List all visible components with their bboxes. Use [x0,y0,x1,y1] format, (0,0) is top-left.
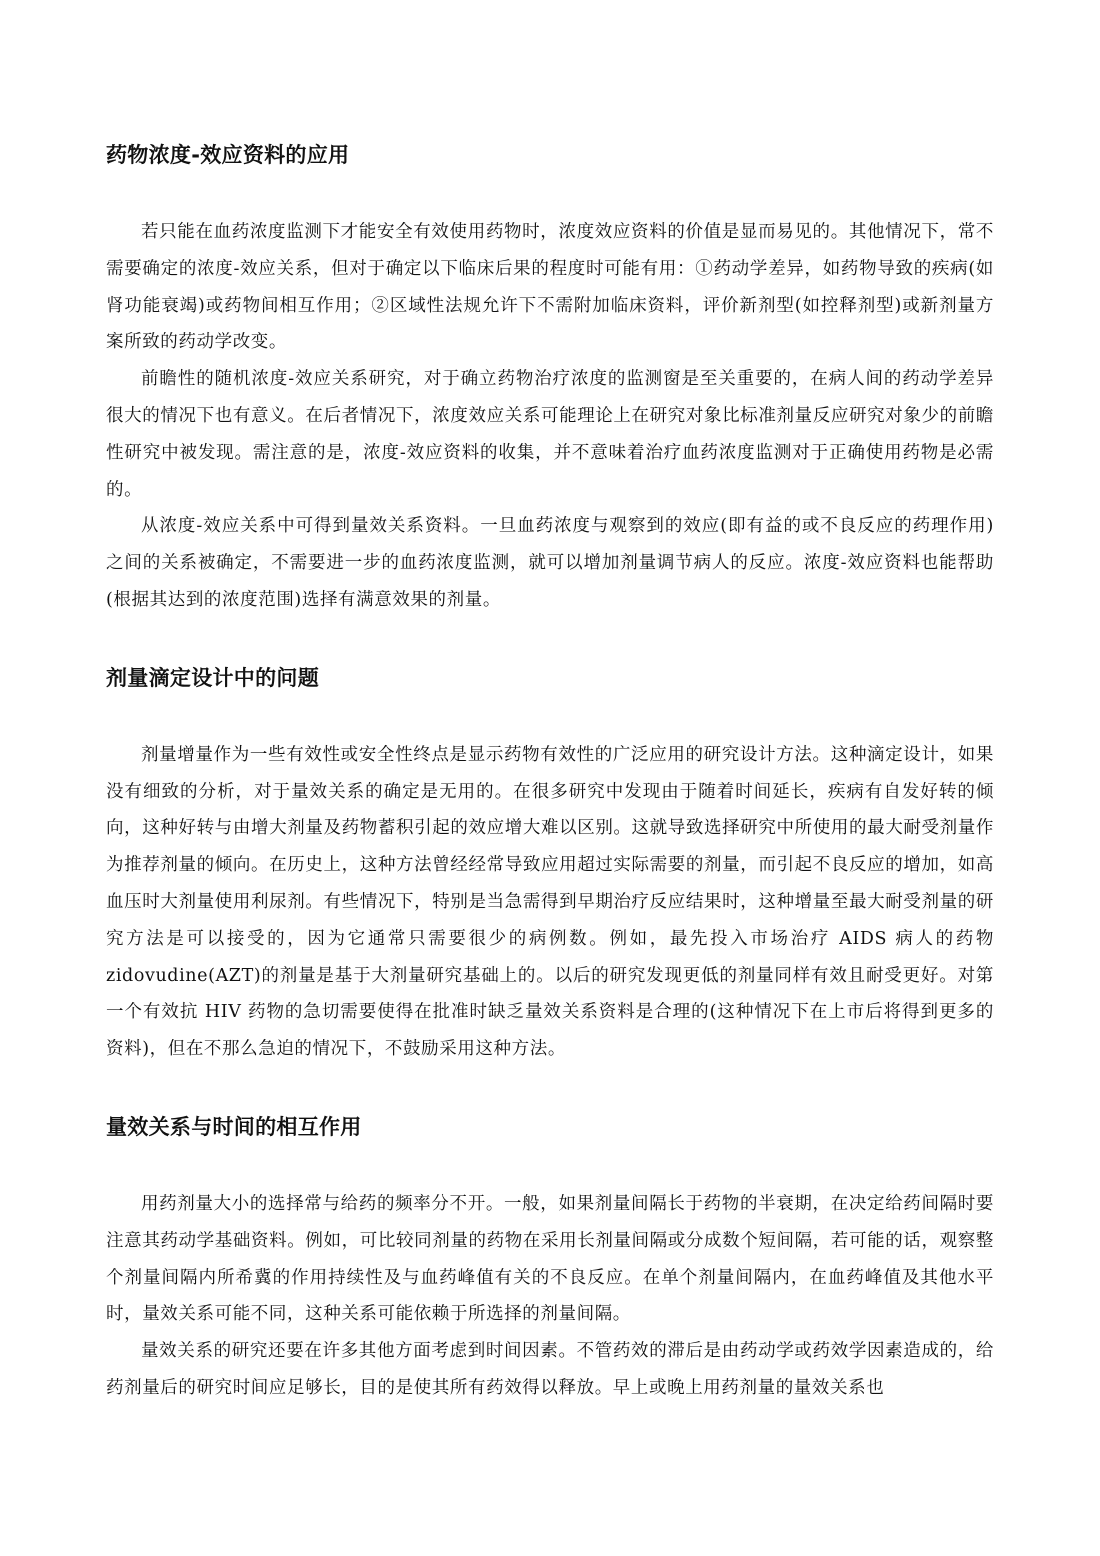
section-heading: 量效关系与时间的相互作用 [106,1114,362,1139]
paragraph: 量效关系的研究还要在许多其他方面考虑到时间因素。不管药效的滞后是由药动学或药效学因素造成的，给药剂量后的研究时间应足够长，目的是使其所有药效得以释放。早上或晚上用药剂量的量效关系也 [106,1341,994,1398]
section-heading: 剂量滴定设计中的问题 [106,665,319,690]
paragraph: 从浓度-效应关系中可得到量效关系资料。一旦血药浓度与观察到的效应(即有益的或不良反应的药理作用)之间的关系被确定，不需要进一步的血药浓度监测，就可以增加剂量调节病人的反应。浓度-效应资料也能帮助(根据其达到的浓度范围)选择有满意效果的剂量。 [106,516,994,610]
paragraph: 若只能在血药浓度监测下才能安全有效使用药物时，浓度效应资料的价值是显而易见的。其他情况下，常不需要确定的浓度-效应关系，但对于确定以下临床后果的程度时可能有用：①药动学差异，如药物导致的疾病(如肾功能衰竭)或药物间相互作用；②区域性法规允许下不需附加临床资料，评价新剂型(如控释剂型)或新剂量方案所致的药动学改变。 [106,222,994,353]
paragraph: 用药剂量大小的选择常与给药的频率分不开。一般，如果剂量间隔长于药物的半衰期，在决定给药间隔时要注意其药动学基础资料。例如，可比较同剂量的药物在采用长剂量间隔或分成数个短间隔，若可能的话，观察整个剂量间隔内所希冀的作用持续性及与血药峰值有关的不良反应。在单个剂量间隔内，在血药峰值及其他水平时，量效关系可能不同，这种关系可能依赖于所选择的剂量间隔。 [106,1193,994,1325]
section-heading: 药物浓度-效应资料的应用 [106,143,350,167]
paragraph: 剂量增量作为一些有效性或安全性终点是显示药物有效性的广泛应用的研究设计方法。这种滴定设计，如果没有细致的分析，对于量效关系的确定是无用的。在很多研究中发现由于随着时间延长，疾病有自发好转的倾向，这种好转与由增大剂量及药物蓄积引起的效应增大难以区别。这就导致选择研究中所使用的最大耐受剂量作为推荐剂量的倾向。在历史上，这种方法曾经经常导致应用超过实际需要的剂量，而引起不良反应的增加，如高血压时大剂量使用利尿剂。有些情况下，特别是当急需得到早期治疗反应结果时，这种增量至最大耐受剂量的研究方法是可以接受的，因为它通常只需要很少的病例数。例如，最先投入市场治疗 AIDS 病人的药物 zidovudine(AZT)的剂量是基于大剂量研究基础上的。以后的研究发现更低的剂量同样有效且耐受更好。对第一个有效抗 HIV 药物的急切需要使得在批准时缺乏量效关系资料是合理的(这种情况下在上市后将得到更多的资料)，但在不那么急迫的情况下，不鼓励采用这种方法。 [106,744,994,1060]
document-body [106,140,994,1407]
section-dose-time-interaction [106,1112,994,1407]
section-titration-design [106,663,994,1068]
section-concentration-response [106,140,994,619]
paragraph: 前瞻性的随机浓度-效应关系研究，对于确立药物治疗浓度的监测窗是至关重要的，在病人间的药动学差异很大的情况下也有意义。在后者情况下，浓度效应关系可能理论上在研究对象比标准剂量反应研究对象少的前瞻性研究中被发现。需注意的是，浓度-效应资料的收集，并不意味着治疗血药浓度监测对于正确使用药物是必需的。 [106,369,994,500]
